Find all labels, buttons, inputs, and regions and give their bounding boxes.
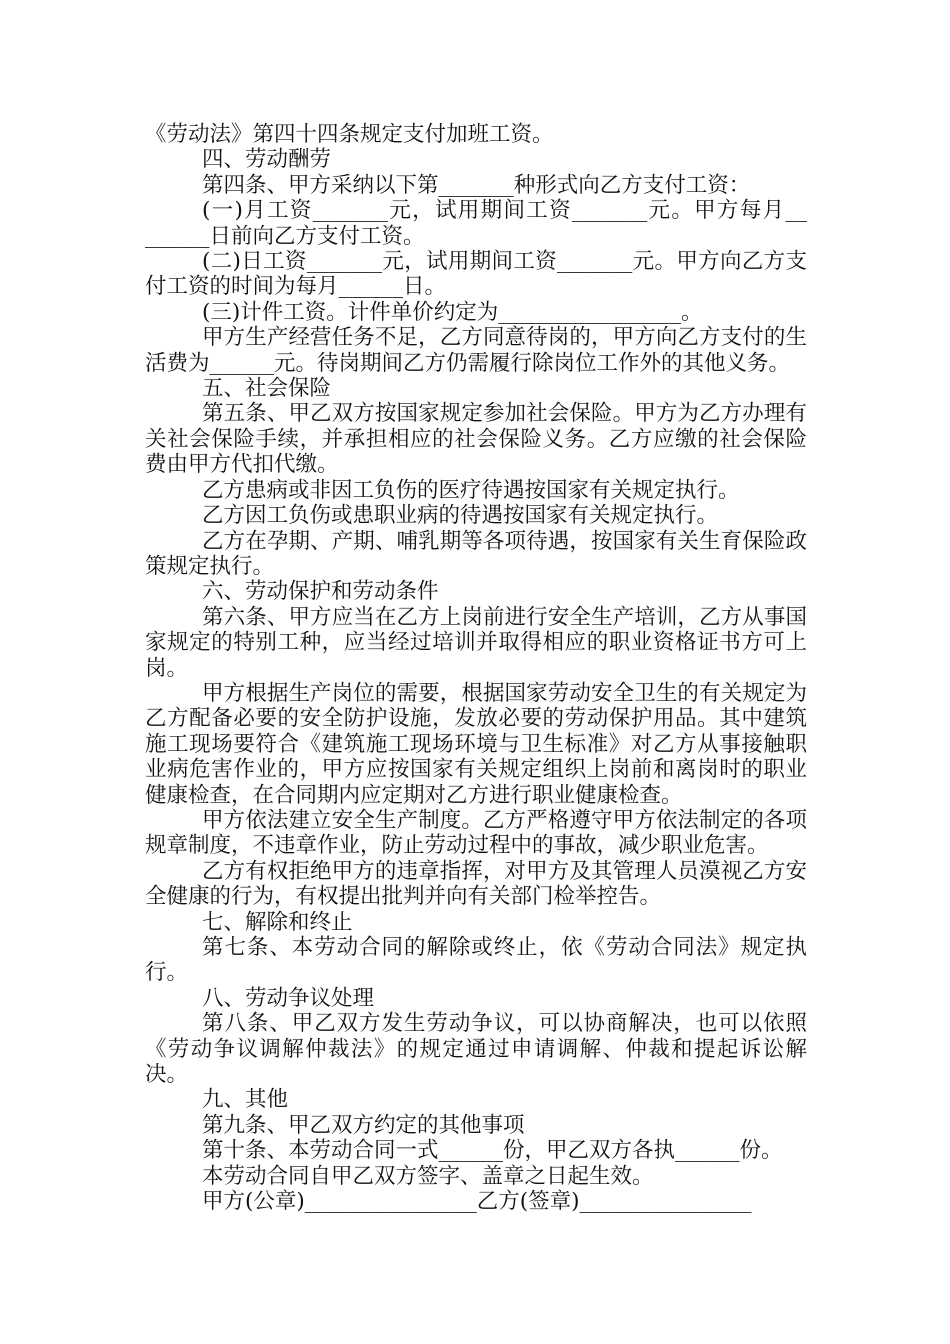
paragraph: 第四条、甲方采纳以下第_______种形式向乙方支付工资： xyxy=(202,172,751,198)
paragraph: 第六条、甲方应当在乙方上岗前进行安全生产培训，乙方从事国家规定的特别工种，应当经过培训并取得相应的职业资格证书方可上岗。 xyxy=(145,604,807,681)
paragraph: 乙方患病或非因工负伤的医疗待遇按国家有关规定执行。 xyxy=(202,477,740,503)
paragraph: 甲方依法建立安全生产制度。乙方严格遵守甲方依法制定的各项规章制度，不违章作业，防止劳动过程中的事故，减少职业危害。 xyxy=(145,807,807,859)
section-heading-7: 七、解除和终止 xyxy=(202,909,353,935)
signature-line: 甲方(公章)________________乙方(签章)________________ xyxy=(202,1189,752,1215)
paragraph: (二)日工资_______元，试用期间工资_______元。甲方向乙方支付工资的时间为每月______日。 xyxy=(145,249,807,300)
paragraph: (三)计件工资。计件单价约定为_________________。 xyxy=(202,299,703,325)
paragraph: 甲方根据生产岗位的需要，根据国家劳动安全卫生的有关规定为乙方配备必要的安全防护设施，发放必要的劳动保护用品。其中建筑施工现场要符合《建筑施工现场环境与卫生标准》对乙方从事接触职业病危害作业的，甲方应按国家有关规定组织上岗前和离岗时的职业健康检查，在合同期内应定期对乙方进行职业健康检查。 xyxy=(145,680,807,808)
paragraph: 第七条、本劳动合同的解除或终止，依《劳动合同法》规定执行。 xyxy=(145,935,807,986)
section-heading-8: 八、劳动争议处理 xyxy=(202,985,375,1011)
paragraph: 第八条、甲乙双方发生劳动争议，可以协商解决，也可以依照《劳动争议调解仲裁法》的规定通过申请调解、仲裁和提起诉讼解决。 xyxy=(145,1011,807,1088)
paragraph: 第十条、本劳动合同一式______份，甲乙双方各执______份。 xyxy=(202,1138,783,1164)
paragraph: 乙方有权拒绝甲方的违章指挥，对甲方及其管理人员漠视乙方安全健康的行为，有权提出批判并向有关部门检举控告。 xyxy=(145,858,807,910)
paragraph: 第九条、甲乙双方约定的其他事项 xyxy=(202,1112,525,1138)
paragraph: 乙方在孕期、产期、哺乳期等各项待遇，按国家有关生育保险政策规定执行。 xyxy=(145,528,807,579)
document-page xyxy=(145,122,807,1214)
section-heading-5: 五、社会保险 xyxy=(202,376,332,402)
paragraph: 乙方因工负伤或患职业病的待遇按国家有关规定执行。 xyxy=(202,503,719,529)
section-heading-6: 六、劳动保护和劳动条件 xyxy=(202,579,439,605)
paragraph: 《劳动法》第四十四条规定支付加班工资。 xyxy=(145,122,554,147)
section-heading-4: 四、劳动酬劳 xyxy=(202,147,332,173)
paragraph: (一)月工资_______元，试用期间工资_______元。甲方每月__ ______日前向乙方支付工资。 xyxy=(145,198,807,249)
paragraph: 本劳动合同自甲乙双方签字、盖章之日起生效。 xyxy=(202,1163,654,1189)
paragraph: 第五条、甲乙双方按国家规定参加社会保险。甲方为乙方办理有关社会保险手续，并承担相应的社会保险义务。乙方应缴的社会保险费由甲方代扣代缴。 xyxy=(145,401,807,478)
paragraph: 甲方生产经营任务不足，乙方同意待岗的，甲方向乙方支付的生活费为______元。待岗期间乙方仍需履行除岗位工作外的其他义务。 xyxy=(145,325,807,376)
section-heading-9: 九、其他 xyxy=(202,1087,289,1113)
